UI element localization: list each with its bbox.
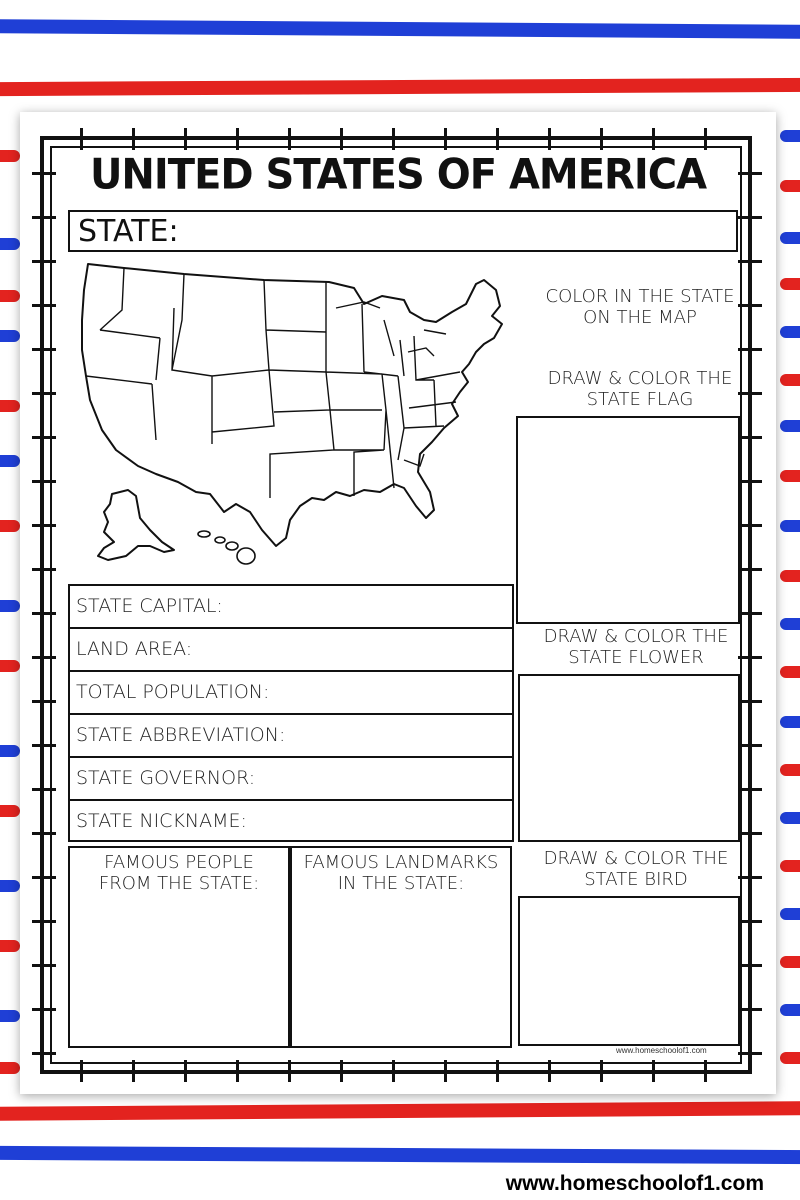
border-tick: [496, 1060, 499, 1082]
border-tick: [738, 524, 762, 527]
hawaii-island: [237, 548, 255, 564]
border-tick: [738, 172, 762, 175]
border-tick: [32, 788, 56, 791]
border-tick: [444, 128, 447, 150]
bird-label: DRAW & COLOR THE STATE BIRD: [543, 848, 729, 890]
border-tick: [738, 744, 762, 747]
border-tick: [32, 964, 56, 967]
map-instruction: COLOR IN THE STATE ON THE MAP: [545, 286, 735, 328]
famous-landmarks-box[interactable]: [290, 846, 512, 1048]
border-tick: [704, 128, 707, 150]
border-tick: [32, 832, 56, 835]
border-tick: [738, 304, 762, 307]
border-tick: [32, 392, 56, 395]
border-tick: [32, 612, 56, 615]
hawaii-island: [226, 542, 238, 550]
border-tick: [288, 128, 291, 150]
border-tick: [652, 1060, 655, 1082]
border-tick: [600, 128, 603, 150]
info-row[interactable]: LAND AREA:: [70, 629, 512, 672]
border-tick: [704, 1060, 707, 1082]
border-tick: [288, 1060, 291, 1082]
state-facts-table: [68, 584, 514, 842]
border-tick: [32, 348, 56, 351]
border-tick: [548, 128, 551, 150]
border-tick: [132, 1060, 135, 1082]
border-tick: [32, 700, 56, 703]
border-tick: [32, 876, 56, 879]
border-tick: [32, 436, 56, 439]
border-tick: [392, 128, 395, 150]
alaska-outline: [98, 490, 174, 560]
border-tick: [32, 656, 56, 659]
hawaii-island: [198, 531, 210, 537]
border-tick: [738, 1052, 762, 1055]
bird-drawing-box[interactable]: [518, 896, 740, 1046]
border-tick: [738, 832, 762, 835]
state-name-field[interactable]: [68, 210, 738, 252]
flower-drawing-box[interactable]: [518, 674, 740, 842]
border-tick: [32, 260, 56, 263]
border-tick: [80, 128, 83, 150]
border-tick: [32, 480, 56, 483]
border-tick: [32, 172, 56, 175]
border-tick: [236, 1060, 239, 1082]
border-tick: [738, 964, 762, 967]
border-tick: [32, 304, 56, 307]
border-tick: [652, 128, 655, 150]
border-tick: [496, 128, 499, 150]
border-tick: [80, 1060, 83, 1082]
border-tick: [236, 128, 239, 150]
border-tick: [738, 788, 762, 791]
website-url[interactable]: www.homeschoolof1.com: [505, 1172, 764, 1195]
border-tick: [184, 128, 187, 150]
border-tick: [32, 568, 56, 571]
info-row[interactable]: STATE ABBREVIATION:: [70, 715, 512, 758]
border-tick: [444, 1060, 447, 1082]
us-map[interactable]: [64, 260, 514, 578]
border-tick: [32, 744, 56, 747]
border-tick: [738, 480, 762, 483]
border-tick: [738, 920, 762, 923]
border-tick: [32, 216, 56, 219]
border-tick: [738, 348, 762, 351]
info-row[interactable]: STATE NICKNAME:: [76, 810, 247, 832]
famous-landmarks-title: FAMOUS LANDMARKS IN THE STATE:: [303, 852, 499, 894]
worksheet-copyright: www.homeschoolof1.com: [616, 1046, 707, 1055]
border-tick: [392, 1060, 395, 1082]
flower-label: DRAW & COLOR THE STATE FLOWER: [543, 626, 729, 668]
border-tick: [738, 612, 762, 615]
info-row[interactable]: STATE CAPITAL:: [70, 586, 512, 629]
border-tick: [340, 128, 343, 150]
flag-label: DRAW & COLOR THE STATE FLAG: [547, 368, 733, 410]
worksheet-title: UNITED STATES OF AMERICA: [89, 150, 707, 200]
flag-drawing-box[interactable]: [516, 416, 740, 624]
border-tick: [340, 1060, 343, 1082]
border-tick: [738, 700, 762, 703]
hawaii-island: [215, 537, 225, 543]
border-tick: [32, 920, 56, 923]
info-row[interactable]: STATE GOVERNOR:: [70, 758, 512, 801]
contiguous-us-outline: [82, 264, 502, 546]
border-tick: [132, 128, 135, 150]
border-tick: [738, 1008, 762, 1011]
border-tick: [600, 1060, 603, 1082]
border-tick: [548, 1060, 551, 1082]
border-tick: [738, 260, 762, 263]
famous-people-title: FAMOUS PEOPLE FROM THE STATE:: [98, 852, 260, 894]
border-tick: [32, 1008, 56, 1011]
border-tick: [738, 436, 762, 439]
worksheet-page: [20, 112, 776, 1094]
border-tick: [184, 1060, 187, 1082]
border-tick: [32, 1052, 56, 1055]
border-tick: [738, 216, 762, 219]
state-label: STATE:: [78, 214, 179, 249]
famous-people-box[interactable]: [68, 846, 290, 1048]
info-row[interactable]: TOTAL POPULATION:: [70, 672, 512, 715]
border-tick: [738, 568, 762, 571]
border-tick: [32, 524, 56, 527]
